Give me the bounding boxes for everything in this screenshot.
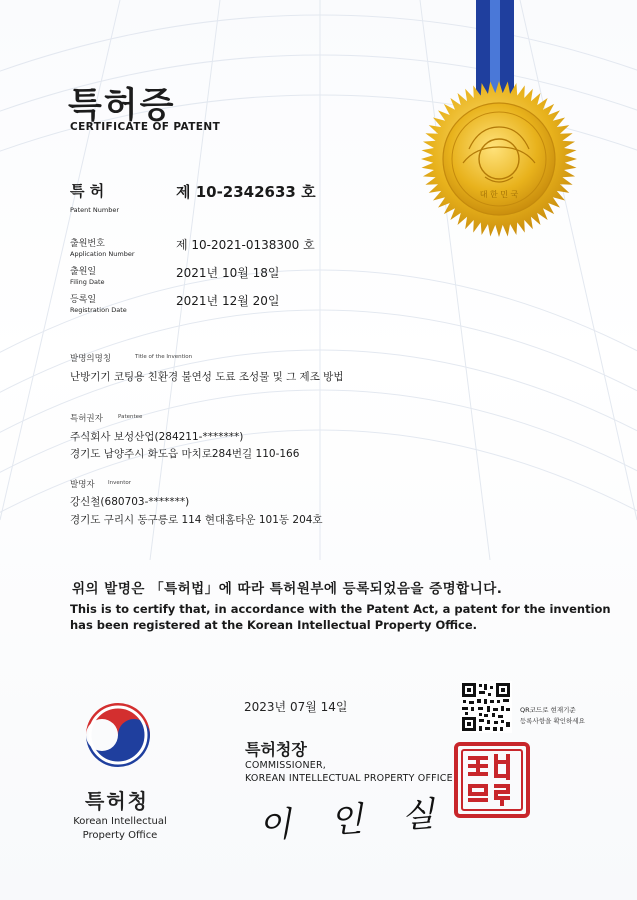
registration-date-label: 등록일 — [70, 295, 97, 305]
application-number-label-en: Application Number — [70, 250, 135, 258]
commissioner-signature: 이 인 실 — [257, 793, 450, 847]
office-name: 특허청 — [85, 789, 149, 813]
registration-date-label-en: Registration Date — [70, 306, 127, 314]
issue-date: 2023년 07월 14일 — [244, 700, 348, 714]
qr-code-icon[interactable] — [460, 681, 512, 733]
patentee-label: 특허권자 — [70, 414, 103, 424]
gold-seal-icon — [418, 78, 580, 240]
inventor-label: 발명자 — [70, 480, 95, 490]
certificate-title-en: CERTIFICATE OF PATENT — [70, 121, 221, 133]
commissioner-title-en-2: KOREAN INTELLECTUAL PROPERTY OFFICE — [245, 773, 453, 784]
qr-note-2: 등록사항을 확인하세요 — [520, 717, 585, 725]
inventor-name: 강신철(680703-*******) — [70, 496, 190, 508]
application-number-value: 제 10-2021-0138300 호 — [176, 238, 315, 252]
certification-statement-en-1: This is to certify that, in accordance with the Patent Act, a patent for the invention — [70, 602, 611, 616]
filing-date-label: 출원일 — [70, 267, 97, 277]
invention-title-value: 난방기기 코팅용 친환경 불연성 도료 조성물 및 그 제조 방법 — [70, 371, 344, 383]
commissioner-title-en-1: COMMISSIONER, — [245, 760, 326, 771]
kipo-logo-icon — [78, 695, 158, 775]
patentee-name: 주식회사 보성산업(284211-*******) — [70, 431, 244, 443]
application-number-label: 출원번호 — [70, 239, 105, 249]
filing-date-value: 2021년 10월 18일 — [176, 266, 280, 280]
certification-statement-ko: 위의 발명은 「특허법」에 따라 특허원부에 등록되었음을 증명합니다. — [72, 581, 503, 597]
svg-text:대 한 민 국: 대 한 민 국 — [479, 190, 519, 199]
invention-title-label: 발명의명칭 — [70, 354, 112, 364]
patent-number-label: 특 허 — [70, 182, 105, 200]
filing-date-label-en: Filing Date — [70, 278, 105, 286]
certification-statement-en-2: has been registered at the Korean Intellectual Property Office. — [70, 618, 478, 632]
qr-note-1: QR코드로 현재기준 — [520, 706, 576, 714]
inventor-address: 경기도 구리시 동구릉로 114 현대홈타운 101동 204호 — [70, 514, 323, 526]
patent-number-value: 제 10-2342633 호 — [176, 183, 316, 201]
official-stamp-icon — [452, 740, 532, 820]
office-name-en-2: Property Office — [82, 830, 158, 841]
patent-number-label-en: Patent Number — [70, 206, 120, 214]
patentee-label-en: Patentee — [118, 414, 143, 420]
office-name-en-1: Korean Intellectual — [73, 816, 167, 827]
patentee-address: 경기도 남양주시 화도읍 마치로284번길 110-166 — [70, 448, 300, 460]
certificate-title: 특허증 — [68, 86, 176, 126]
commissioner-title: 특허청장 — [245, 740, 307, 759]
invention-title-label-en: Title of the Invention — [135, 354, 193, 360]
registration-date-value: 2021년 12월 20일 — [176, 294, 280, 308]
inventor-label-en: Inventor — [108, 480, 132, 486]
